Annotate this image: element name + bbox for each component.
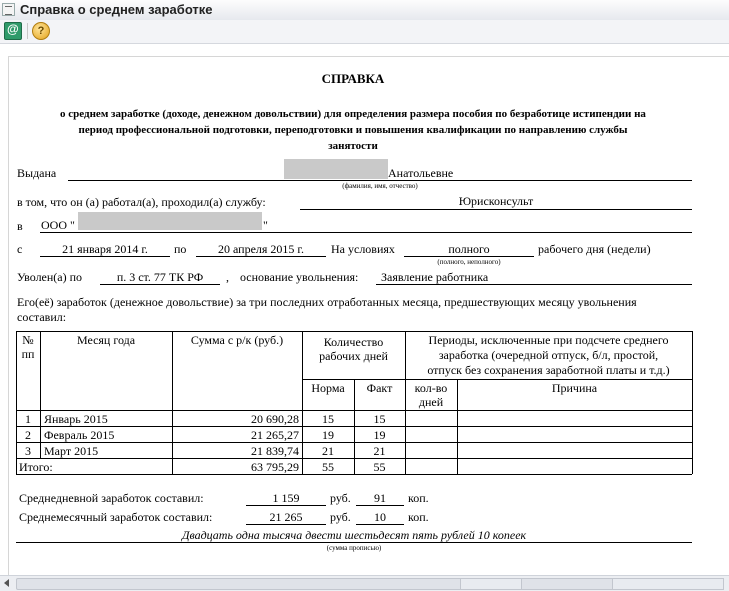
- scrollbar-thumb[interactable]: [16, 578, 618, 590]
- daily-kop: 91: [374, 491, 386, 505]
- monthly-rub-label: руб.: [330, 510, 351, 524]
- th-month: Месяц года: [76, 333, 136, 347]
- org-suffix: ": [263, 218, 268, 232]
- position-underline: [300, 209, 692, 210]
- to-label: по: [174, 242, 187, 256]
- amount-in-words: Двадцать одна тысяча двести шестьдесят пять рублей 10 копеек: [181, 528, 527, 542]
- help-button-label: ?: [37, 25, 45, 37]
- issued-underline: [68, 180, 692, 181]
- monthly-label: Среднемесячный заработок составил:: [19, 510, 213, 524]
- th-fact: Факт: [366, 381, 393, 395]
- scrollbar-segment: [612, 578, 724, 590]
- th-excluded-3: отпуск без сохранения заработной платы и т.д.): [427, 363, 670, 377]
- from-label: с: [17, 242, 23, 256]
- worked-label: в том, что он (а) работал(а), проходил(а) службу:: [17, 195, 266, 209]
- th-excluded-1: Периоды, исключенные при подсчете среднего: [428, 333, 669, 347]
- monthly-kop-label: коп.: [408, 510, 429, 524]
- th-reason: Причина: [551, 381, 598, 395]
- print-icon[interactable]: [4, 22, 22, 40]
- workday-label: рабочего дня (недели): [538, 242, 651, 256]
- issued-name: Анатольевне: [388, 166, 454, 180]
- th-count: кол-во: [414, 381, 448, 395]
- toolbar: [0, 20, 729, 44]
- conditions-label: На условиях: [331, 242, 395, 256]
- dismissed-comma: ,: [226, 270, 229, 284]
- doc-title: СПРАВКА: [321, 71, 385, 86]
- to-date: 20 апреля 2015 г.: [218, 242, 304, 256]
- org-prefix: ООО ": [41, 218, 75, 232]
- doc-subtitle-3: занятости: [328, 140, 378, 152]
- earnings-line-2: составил:: [17, 310, 67, 324]
- earnings-line-1: Его(её) заработок (денежное довольствие) за три последних отработанных месяца, предшествующих месяцу увольнения: [17, 295, 637, 309]
- window-titlebar: [0, 0, 729, 21]
- dismissed-label: Уволен(а) по: [17, 270, 83, 284]
- redacted-name: [284, 159, 388, 179]
- position-value: Юрисконсульт: [458, 194, 534, 208]
- conditions-caption: (полного, неполного): [437, 258, 501, 266]
- scrollbar-segment: [460, 578, 522, 590]
- th-days-2: рабочих дней: [319, 349, 388, 363]
- daily-rub-label: руб.: [330, 491, 351, 505]
- th-no-2: пп: [21, 347, 35, 361]
- th-excluded-2: заработка (очередной отпуск, б/л, простой,: [438, 348, 659, 362]
- page-border-top: [8, 56, 729, 57]
- th-sum: Сумма с р/к (руб.): [190, 333, 284, 347]
- report-document: СПРАВКА о среднем заработке (доходе, денежном довольствии) для определения размера пособия по безработице истипендии на период профессиональной подготовки, переподготовки и повышения квалификации по направлению службы занятости Выдана Анатольевне (фамилия, имя, отчество) в том, что он (а) работал(а), проходил(а) службу: Юрисконсульт в ООО " " с 21 января 2014 г. по 20 апреля 2015 г. На условиях полного (полного, неполного) рабочего дня (недели) Уволен(а) по п. 3 ст. 77 ТК РФ , основание увольнения: Заявление работника Его(её) заработок (денежное довольствие) за три последних отработанных месяца, предшествующих месяцу увольнения составил: № пп Месяц года Сумма с р/к (руб.) Количество рабочих дней Периоды, исключенные при подсчете среднего заработка (очередной отпуск, б/л, простой, отпуск без сохранения заработной платы и т.д.) Норма Факт кол-во дней Причина 1 Январь 2015 20 690,28 15 15 2 Февраль 2015 21 265,27 19 19 3 Март 2015 21 839,74 21 21 Итого: 63 795,29 55 55 Среднедневной заработок составил: 1 159 руб. 91 коп. Среднемесячный заработок составил: 21 265 руб. 10 коп. Двадцать одна тысяча двести шестьдесят пять рублей 10 копеек (сумма прописью): [0, 44, 729, 576]
- th-count-2: дней: [418, 395, 444, 409]
- monthly-rub: 21 265: [269, 510, 303, 524]
- org-underline: [40, 232, 692, 233]
- doc-subtitle-1: о среднем заработке (доходе, денежном довольствии) для определения размера пособия по безработице истипендии на: [60, 108, 646, 120]
- conditions-value: полного: [448, 242, 490, 256]
- redacted-org: [78, 212, 262, 230]
- monthly-kop: 10: [374, 510, 386, 524]
- daily-label: Среднедневной заработок составил:: [19, 491, 204, 505]
- daily-rub: 1 159: [272, 491, 300, 505]
- horizontal-scrollbar[interactable]: [0, 575, 729, 591]
- th-norm: Норма: [311, 381, 345, 395]
- toolbar-separator: [27, 23, 28, 39]
- document-viewport[interactable]: [0, 43, 729, 576]
- document-icon: [2, 3, 15, 16]
- in-words-caption: (сумма прописью): [326, 544, 382, 552]
- scroll-left-icon[interactable]: [4, 579, 9, 587]
- doc-subtitle-2: период профессиональной подготовки, переподготовки и повышения квалификации по направлению службы: [78, 124, 628, 136]
- issued-label: Выдана: [17, 166, 57, 180]
- issued-caption: (фамилия, имя, отчество): [342, 182, 418, 190]
- th-days-1: Количество: [323, 335, 384, 349]
- th-no: №: [22, 333, 34, 347]
- org-label: в: [17, 219, 23, 233]
- dismissed-article: п. 3 ст. 77 ТК РФ: [116, 270, 204, 284]
- basis-value: Заявление работника: [381, 270, 489, 284]
- basis-label: основание увольнения:: [240, 270, 359, 284]
- help-icon[interactable]: [32, 22, 50, 40]
- window-title: Справка о среднем заработке: [20, 2, 213, 17]
- daily-kop-label: коп.: [408, 491, 429, 505]
- from-date: 21 января 2014 г.: [62, 242, 148, 256]
